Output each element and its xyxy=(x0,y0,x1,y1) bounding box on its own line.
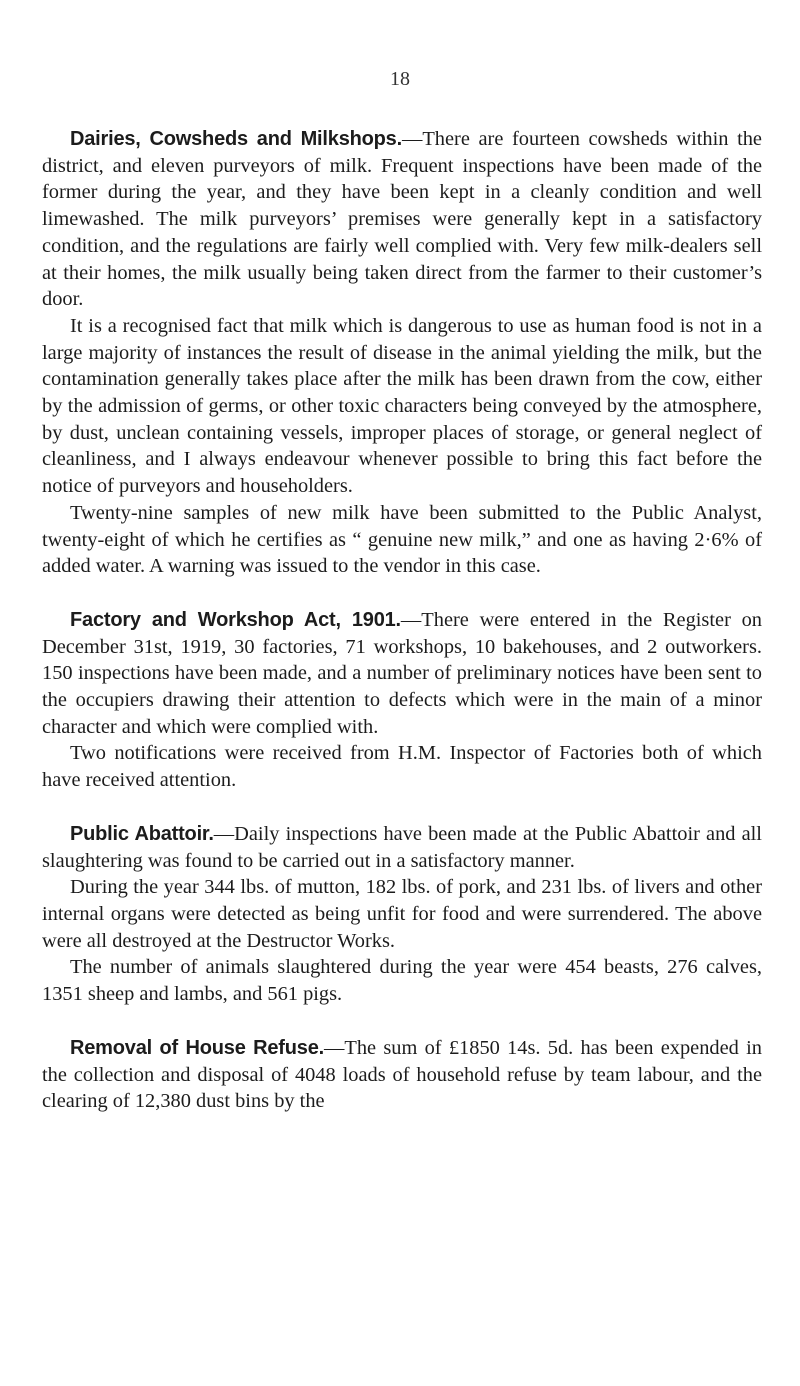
section-heading: Public Abattoir. xyxy=(70,822,214,845)
paragraph-text: —The sum of £1850 14s. 5d. has been expended in the collection and disposal of 4048 loads of household refuse by team labour, and the clearing of 12,380 dust bins by the xyxy=(42,1036,762,1113)
paragraph xyxy=(42,821,762,874)
document-body xyxy=(42,126,762,1142)
paragraph xyxy=(42,126,762,313)
paragraph: Two notifications were received from H.M. Inspector of Factories both of which have received attention. xyxy=(42,742,762,792)
paragraph-text: —There are fourteen cowsheds within the district, and eleven purveyors of milk. Frequent inspections have been made of the former during the year, and they have been kept in a cleanly condition and well limewashed. The milk purveyors’ premises were generally kept in a satisfactory condition, and the regulations are fairly well complied with. Very few milk-dealers sell at their homes, the milk usually being taken direct from the farmer to their customer’s door. xyxy=(42,128,762,311)
page-number: 18 xyxy=(390,68,410,90)
section-house-refuse xyxy=(42,1035,762,1115)
paragraph: During the year 344 lbs. of mutton, 182 lbs. of pork, and 231 lbs. of livers and other internal organs were detected as being unfit for food and were surrendered. The above were all destroyed at the Destructor Works. xyxy=(42,876,762,952)
section-heading: Factory and Workshop Act, 1901. xyxy=(70,608,401,631)
paragraph-text: —There were entered in the Register on December 31st, 1919, 30 factories, 71 workshops, 10 bakehouses, and 2 outworkers. 150 inspections have been made, and a number of preliminary notices have been sent to the occupiers drawing their attention to defects which were in the main of a minor character and which were complied with. xyxy=(42,608,762,738)
section-dairies xyxy=(42,126,762,580)
section-heading: Removal of House Refuse. xyxy=(70,1036,324,1059)
paragraph: It is a recognised fact that milk which is dangerous to use as human food is not in a large majority of instances the result of disease in the animal yielding the milk, but the contamination generally takes place after the milk has been drawn from the cow, either by the admission of germs, or other toxic characters being conveyed by the atmosphere, by dust, unclean containing vessels, improper places of storage, or general neglect of cleanliness, and I always endeavour whenever possible to bring this fact before the notice of purveyors and householders. xyxy=(42,314,762,498)
paragraph xyxy=(42,1035,762,1115)
section-heading: Dairies, Cowsheds and Milkshops. xyxy=(70,128,402,150)
section-factory-workshop xyxy=(42,607,762,794)
paragraph-text: —Daily inspections have been made at the Public Abattoir and all slaughtering was found to be carried out in a satisfactory manner. xyxy=(42,822,762,872)
paragraph xyxy=(42,607,762,741)
paragraph: Twenty-nine samples of new milk have been submitted to the Public Analyst, twenty-eight of which he certifies as “ genuine new milk,” and one as having 2·6% of added water. A warning was issued to the vendor in this case. xyxy=(42,501,762,578)
paragraph: The number of animals slaughtered during the year were 454 beasts, 276 calves, 1351 sheep and lambs, and 561 pigs. xyxy=(42,956,762,1006)
section-public-abattoir xyxy=(42,821,762,1008)
